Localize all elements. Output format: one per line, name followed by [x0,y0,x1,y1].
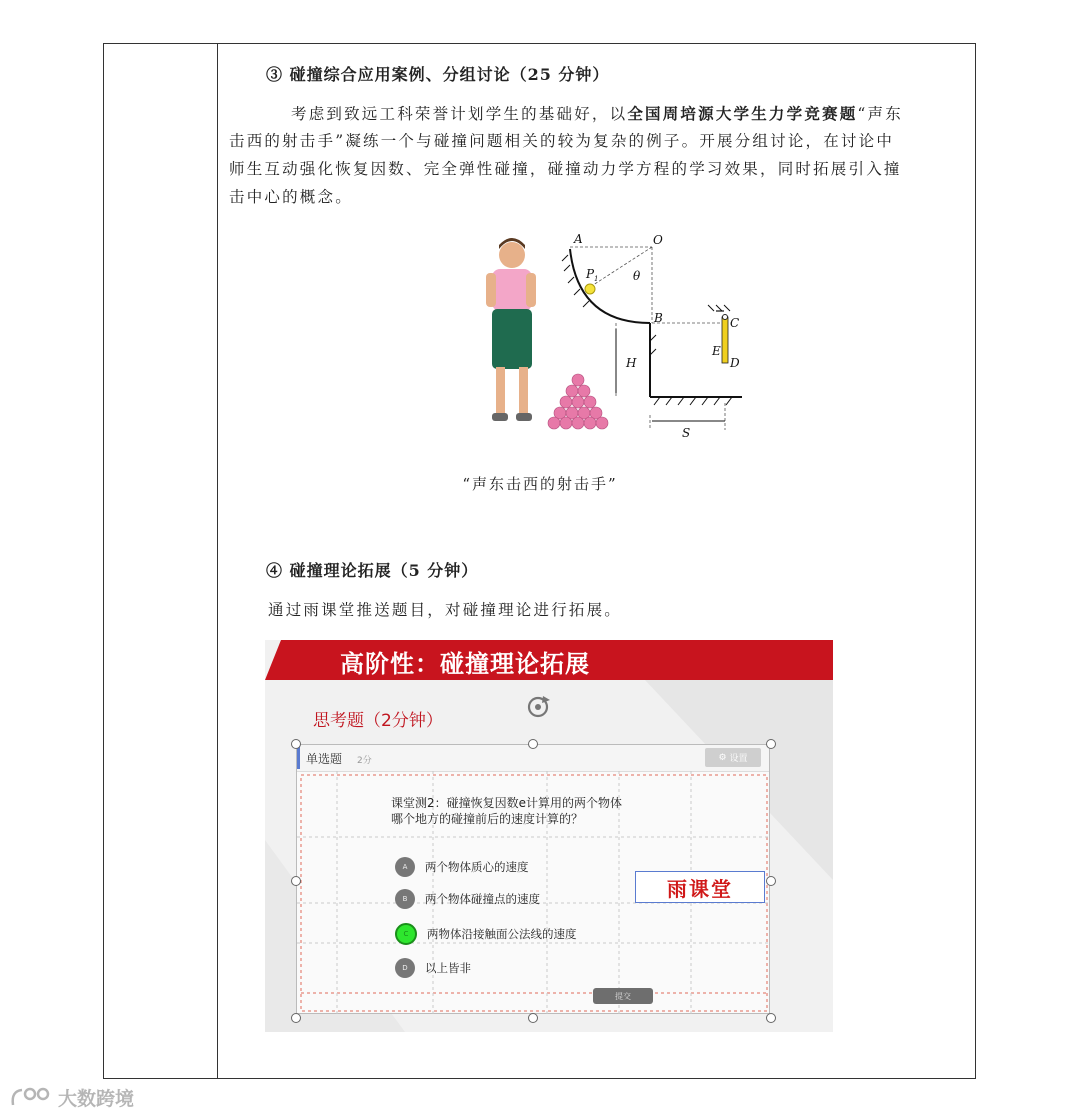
question-score: 2分 [357,756,372,766]
figure-caption: “声东击西的射击手” [462,475,618,493]
option-text: 两个物体质心的速度 [425,860,529,874]
section3-paragraph-line: 师生互动强化恢复因数、完全弹性碰撞，碰撞动力学方程的学习效果，同时拓展引入撞 [229,160,902,178]
resize-handle[interactable] [291,1013,301,1023]
option-marker: B [395,889,415,909]
label-d: D [730,356,740,370]
pendulum-rod [722,317,728,363]
shooter-physics-figure [470,225,760,450]
yuketang-logo-text: 雨课堂 [635,871,765,903]
watermark-logo-icon [10,1085,54,1109]
option-text: 以上皆非 [425,961,471,975]
question-type: 单选题 [306,752,343,766]
section3-paragraph-line: 击中心的概念。 [229,188,353,206]
label-p-sub: 1 [594,275,599,283]
section4-paragraph: 通过雨课堂推送题目，对碰撞理论进行拓展。 [268,601,623,619]
label-e: E [712,344,721,358]
label-b: B [654,311,663,325]
resize-handle[interactable] [528,739,538,749]
gear-icon: ⚙ [718,752,727,763]
label-a: A [574,232,583,246]
option-marker-selected: C [395,923,417,945]
submit-button[interactable]: 提交 [593,988,653,1004]
option-d[interactable] [395,957,471,979]
section3-paragraph [229,100,954,129]
section3-paragraph-line: 击西的射击手”凝练一个与碰撞问题相关的较为复杂的例子。开展分组讨论，在讨论中 [229,132,895,150]
option-b[interactable] [395,888,540,910]
resize-handle[interactable] [291,739,301,749]
competition-name: 全国周培源大学生力学竞赛题 [627,104,858,123]
option-marker: D [395,958,415,978]
question-text [391,795,691,827]
header-accent [297,747,300,769]
label-h: H [626,356,637,370]
slide-title: 高阶性：碰撞理论拓展 [340,650,590,678]
label-c: C [730,316,740,330]
question-line: 哪个地方的碰撞前后的速度计算的？ [391,812,584,826]
table-left-column [103,43,218,1079]
watermark [10,1084,134,1110]
para-text: “声东 [857,105,903,123]
option-text: 两个物体碰撞点的速度 [425,892,540,906]
section4-heading: ④ 碰撞理论拓展（5 分钟） [266,561,479,580]
label-theta: θ [633,269,641,283]
boy-figure [486,238,536,421]
settings-button[interactable] [705,748,761,767]
resize-handle[interactable] [291,876,301,886]
resize-handle[interactable] [766,876,776,886]
question-header [297,745,769,772]
settings-label: 设置 [729,754,748,764]
rotate-handle-icon[interactable] [523,694,553,722]
ball-pyramid [548,374,608,429]
label-o: O [653,233,663,247]
label-p: P [586,267,595,281]
section3-heading: ③ 碰撞综合应用案例、分组讨论（25 分钟） [266,65,610,84]
question-line: 课堂测2：碰撞恢复因数e计算用的两个物体 [391,796,623,810]
resize-handle[interactable] [766,739,776,749]
resize-handle[interactable] [528,1013,538,1023]
option-text: 两物体沿接触面公法线的速度 [427,927,577,941]
watermark-text: 大数跨境 [58,1087,135,1110]
option-c[interactable] [395,923,577,945]
label-s: S [682,426,691,440]
option-a[interactable] [395,856,529,878]
thinking-question-title: 思考题（2分钟） [313,711,443,731]
para-text: 考虑到致远工科荣誉计划学生的基础好，以 [291,105,628,123]
option-marker: A [395,857,415,877]
ball-p1 [585,284,595,294]
resize-handle[interactable] [766,1013,776,1023]
yuketang-slide [265,640,833,1032]
